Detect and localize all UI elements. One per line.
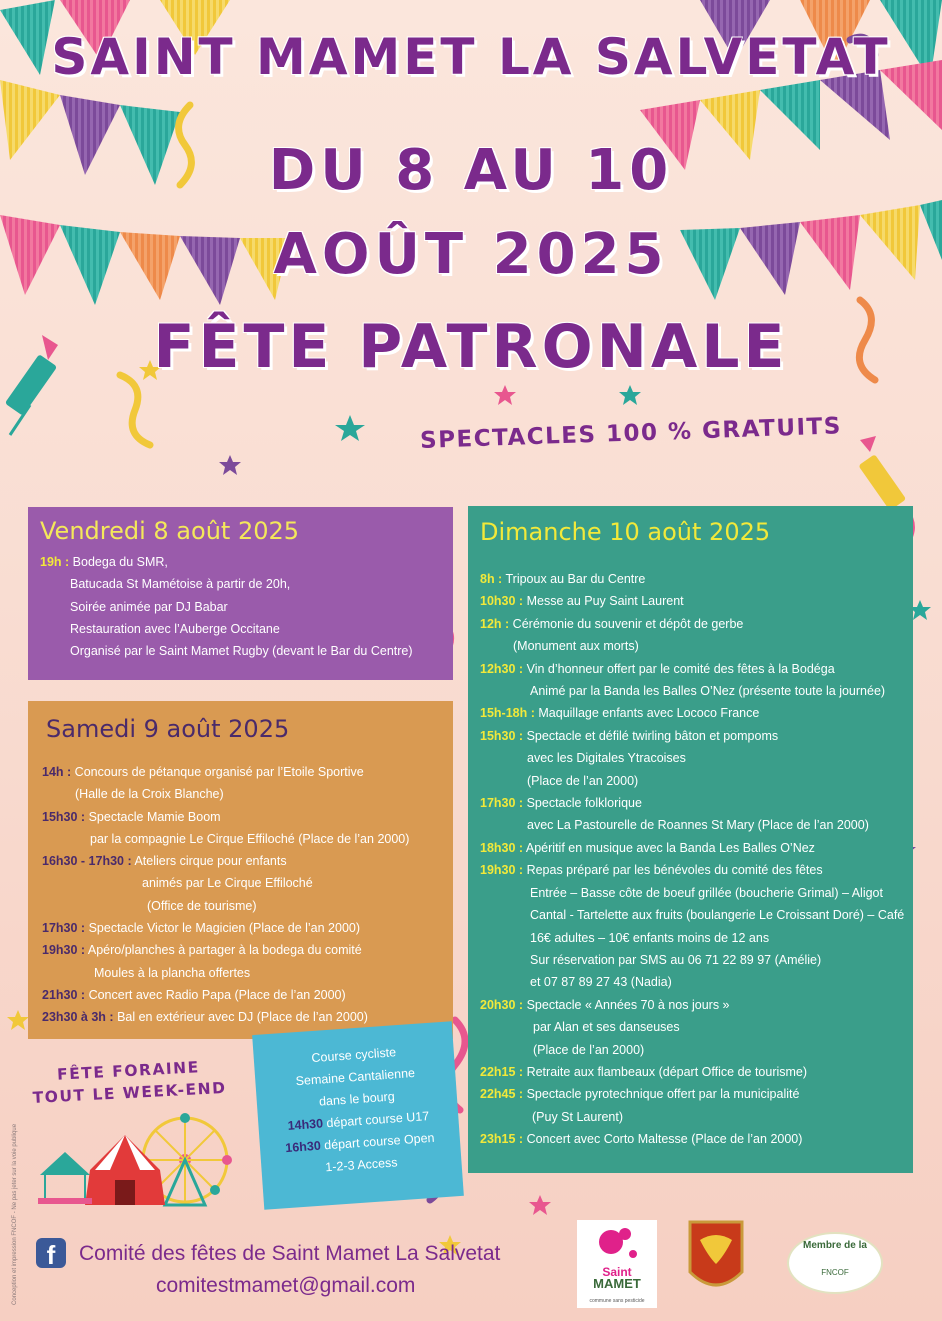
program-line: Batucada St Mamétoise à partir de 20h, <box>70 577 291 592</box>
cycling-race-box <box>252 1021 464 1210</box>
free-shows-tagline: SPECTACLES 100 % GRATUITS <box>419 413 843 455</box>
title-event: FÊTE PATRONALE <box>153 312 789 382</box>
program-line: 23h30 à 3h : Bal en extérieur avec DJ (Place de l’an 2000) <box>42 1010 368 1025</box>
program-line: et 07 87 89 27 43 (Nadia) <box>530 975 672 990</box>
program-line: avec les Digitales Ytracoises <box>527 751 686 766</box>
program-line: 15h-18h : Maquillage enfants avec Lococo France <box>480 706 760 721</box>
program-line: 21h30 : Concert avec Radio Papa (Place de l’an 2000) <box>42 987 346 1002</box>
saturday-program-box <box>28 701 453 1039</box>
program-line: 19h30 : Repas préparé par les bénévoles du comité des fêtes <box>480 863 823 878</box>
program-line: (Halle de la Croix Blanche) <box>75 787 224 802</box>
funfair-line: TOUT LE WEEK-END <box>32 1078 227 1108</box>
firework-rocket-right-icon <box>858 436 906 511</box>
program-line: 12h30 : Vin d’honneur offert par le comité des fêtes à la Bodéga <box>480 661 835 676</box>
program-line: 12h : Cérémonie du souvenir et dépôt de gerbe <box>480 616 744 631</box>
program-line: (Puy St Laurent) <box>532 1109 624 1124</box>
saint-mamet-logo-subtitle: commune sans pesticide <box>589 1298 645 1304</box>
program-line: (Place de l’an 2000) <box>527 773 639 788</box>
program-line: Restauration avec l’Auberge Occitane <box>70 621 280 636</box>
title-commune: SAINT MAMET LA SALVETAT <box>51 28 891 86</box>
program-line: Organisé par le Saint Mamet Rugby (devant le Bar du Centre) <box>70 644 413 659</box>
fairground-illustration <box>38 1113 232 1205</box>
program-line: Cantal - Tartelette aux fruits (boulangerie Le Croissant Doré) – Café <box>530 908 905 923</box>
program-line: animés par Le Cirque Effiloché <box>142 876 313 891</box>
sunday-title: Dimanche 10 août 2025 <box>480 518 771 546</box>
program-line: 8h : Tripoux au Bar du Centre <box>480 572 646 586</box>
program-line: (Monument aux morts) <box>513 639 639 654</box>
program-line: 19h : Bodega du SMR, <box>40 555 168 569</box>
program-line: 16€ adultes – 10€ enfants moins de 12 ans <box>530 930 770 945</box>
saint-mamet-logo <box>577 1220 657 1308</box>
cycling-line: 14h30 départ course U17 <box>287 1109 430 1133</box>
program-line: 16h30 - 17h30 : Ateliers cirque pour enfants <box>42 854 287 869</box>
friday-program-box <box>28 507 453 680</box>
program-line: 10h30 : Messe au Puy Saint Laurent <box>480 594 684 609</box>
program-line: avec La Pastourelle de Roannes St Mary (Place de l’an 2000) <box>527 818 869 833</box>
program-line: 15h30 : Spectacle et défilé twirling bâton et pompoms <box>480 728 779 743</box>
title-dates: DU 8 AU 10 <box>268 138 674 203</box>
saturday-title: Samedi 9 août 2025 <box>46 715 290 743</box>
friday-title: Vendredi 8 août 2025 <box>40 517 300 545</box>
program-line: Entrée – Basse côte de boeuf grillée (boucherie Grimal) – Aligot <box>530 885 883 900</box>
program-line: 15h30 : Spectacle Mamie Boom <box>42 809 221 824</box>
program-line: 17h30 : Spectacle Victor le Magicien (Place de l’an 2000) <box>42 921 361 936</box>
program-line: (Office de tourisme) <box>147 898 257 913</box>
contact-email[interactable]: comitestmamet@gmail.com <box>156 1274 416 1297</box>
program-line: par la compagnie Le Cirque Effiloché (Place de l’an 2000) <box>90 831 410 846</box>
cycling-line: dans le bourg <box>318 1089 396 1109</box>
saint-mamet-logo-graphic <box>577 1220 657 1270</box>
program-line: Moules à la plancha offertes <box>94 965 251 980</box>
program-line: Sur réservation par SMS au 06 71 22 89 97 (Amélie) <box>530 952 822 967</box>
coat-of-arms-icon <box>690 1222 742 1285</box>
sunday-program-box <box>468 506 913 1173</box>
program-line: 14h : Concours de pétanque organisé par l’Etoile Sportive <box>42 765 364 779</box>
program-line: 18h30 : Apéritif en musique avec la Banda Les Balles O’Nez <box>480 840 815 855</box>
funfair-line: FÊTE FORAINE <box>56 1058 201 1084</box>
cycling-line: Course cycliste <box>311 1045 397 1066</box>
program-line: 23h15 : Concert avec Corto Maltesse (Place de l’an 2000) <box>480 1132 803 1147</box>
fncof-member-label: Membre de la <box>803 1240 867 1251</box>
program-line: 22h45 : Spectacle pyrotechnique offert par la municipalité <box>480 1087 800 1102</box>
program-line: par Alan et ses danseuses <box>533 1020 680 1035</box>
program-line: 17h30 : Spectacle folklorique <box>480 796 642 811</box>
cycling-line: 16h30 départ course Open <box>284 1130 435 1156</box>
fncof-name: FNCOF <box>821 1268 849 1277</box>
program-line: Animé par la Banda les Balles O’Nez (présente toute la journée) <box>530 684 886 699</box>
saint-mamet-logo-text: Saint MAMET <box>593 1265 641 1291</box>
program-line: Soirée animée par DJ Babar <box>70 599 228 614</box>
title-month-year: AOÛT 2025 <box>273 222 669 287</box>
facebook-icon[interactable]: f <box>36 1238 66 1268</box>
cycling-line: Semaine Cantalienne <box>295 1065 416 1089</box>
program-line: 20h30 : Spectacle « Années 70 à nos jours » <box>480 997 730 1012</box>
program-line: (Place de l’an 2000) <box>533 1042 645 1057</box>
cycling-line: 1-2-3 Access <box>324 1155 398 1175</box>
program-line: 19h30 : Apéro/planches à partager à la bodega du comité <box>42 943 362 958</box>
print-credit: Conception et impression FNCOF - Ne pas jeter sur la voie publique <box>12 1123 18 1305</box>
committee-name: Comité des fêtes de Saint Mamet La Salvetat <box>79 1242 501 1265</box>
program-line: 22h15 : Retraite aux flambeaux (départ Office de tourisme) <box>480 1064 808 1079</box>
fncof-member-badge <box>787 1232 883 1294</box>
